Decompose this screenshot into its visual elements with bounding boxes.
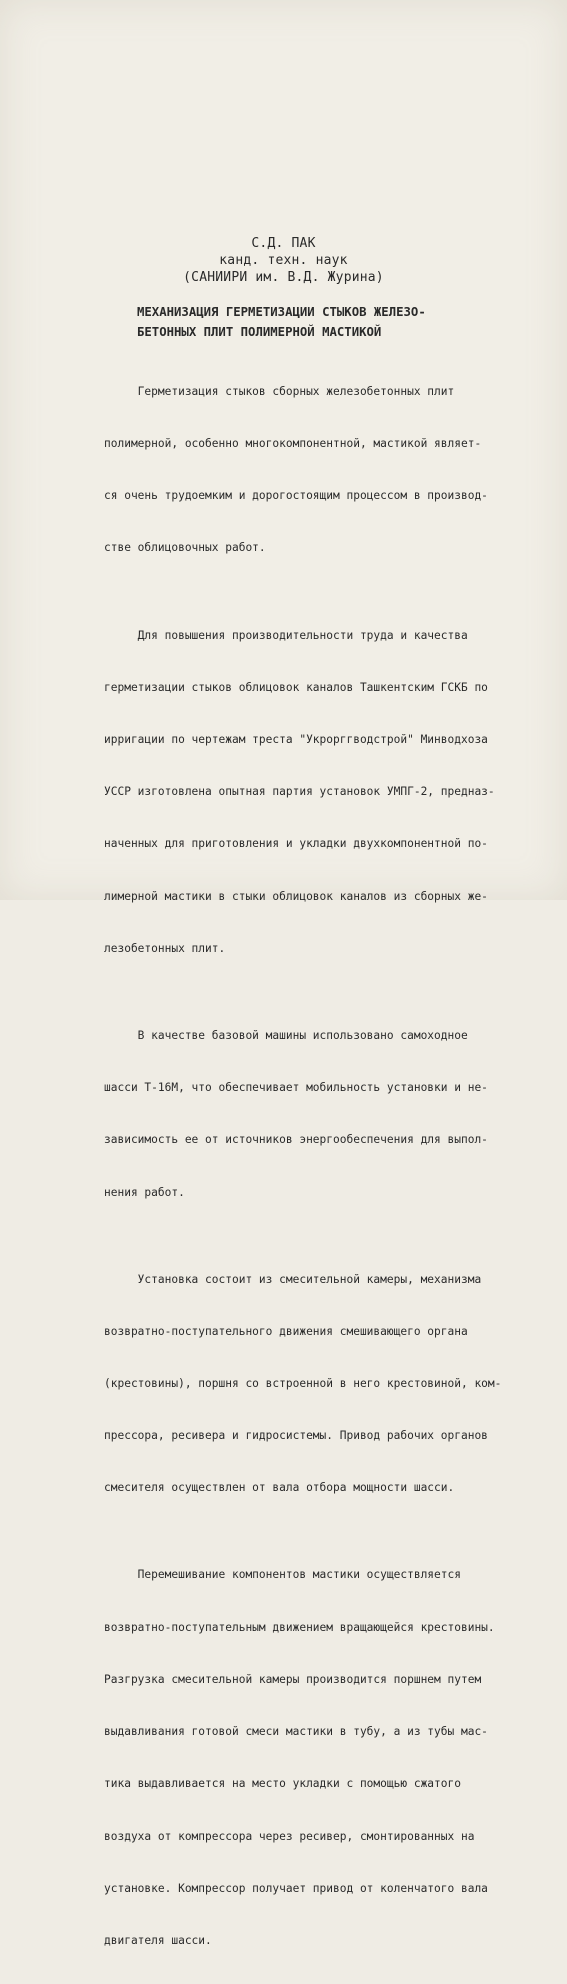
paragraph-4 (104, 1236, 524, 1532)
author-degree: канд. техн. наук (219, 253, 348, 268)
text-line: выдавливания готовой смеси мастики в тубу, а из тубы мас- (104, 1725, 488, 1739)
text-line: герметизации стыков облицовок каналов Ташкентским ГСКБ по (104, 680, 488, 694)
text-line: стве облицовочных работ. (104, 541, 266, 555)
text-line: возвратно-поступательного движения смешивающего органа (104, 1324, 468, 1338)
text-line: лимерной мастики в стыки облицовок каналов из сборных же- (104, 889, 488, 903)
text-line: В качестве базовой машины использовано самоходное (104, 1028, 468, 1042)
text-line: наченных для приготовления и укладки двухкомпонентной по- (104, 837, 488, 851)
text-line: двигателя шасси. (104, 1933, 212, 1947)
text-line: Разгрузка смесительной камеры производится поршнем путем (104, 1672, 482, 1686)
text-line: воздуха от компрессора через ресивер, смонтированных на (104, 1829, 475, 1843)
text-line: Установка состоит из смесительной камеры, механизма (104, 1272, 482, 1286)
title-line-2: БЕТОННЫХ ПЛИТ ПОЛИМЕРНОЙ МАСТИКОЙ (137, 325, 382, 339)
paragraph-1 (104, 348, 524, 592)
author-name: С.Д. ПАК (251, 236, 316, 251)
text-line: зависимость ее от источников энергообеспечения для выпол- (104, 1133, 488, 1147)
text-line: (крестовины), поршня со встроенной в него крестовиной, ком- (104, 1376, 502, 1390)
paragraph-2 (104, 592, 524, 992)
text-line: ирригации по чертежам треста "Укрорггводстрой" Минводхоза (104, 732, 488, 746)
text-line: ся очень трудоемким и дорогостоящим процессом в производ- (104, 489, 488, 503)
text-line: возвратно-поступательным движением вращающейся крестовины. (104, 1620, 495, 1634)
text-line: Перемешивание компонентов мастики осуществляется (104, 1568, 461, 1582)
text-line: шасси Т-16М, что обеспечивает мобильность установки и не- (104, 1081, 488, 1095)
text-line: смесителя осуществлен от вала отбора мощности шасси. (104, 1481, 455, 1495)
text-line: тика выдавливается на место укладки с помощью сжатого (104, 1777, 461, 1791)
text-line: УССР изготовлена опытная партия установок УМПГ-2, предназ- (104, 785, 495, 799)
text-line: нения работ. (104, 1185, 185, 1199)
body-text (104, 348, 524, 1984)
text-line: Герметизация стыков сборных железобетонных плит (104, 384, 455, 398)
paper-title (137, 302, 467, 342)
title-line-1: МЕХАНИЗАЦИЯ ГЕРМЕТИЗАЦИИ СТЫКОВ ЖЕЛЕЗО- (137, 305, 426, 319)
text-line: прессора, ресивера и гидросистемы. Привод рабочих органов (104, 1429, 488, 1443)
text-line: полимерной, особенно многокомпонентной, мастикой являет- (104, 437, 482, 451)
paragraph-5 (104, 1532, 524, 1984)
text-line: установке. Компрессор получает привод от коленчатого вала (104, 1881, 488, 1895)
text-line: Для повышения производительности труда и качества (104, 628, 468, 642)
paragraph-3 (104, 992, 524, 1236)
text-line: лезобетонных плит. (104, 941, 226, 955)
author-affiliation: (САНИИРИ им. В.Д. Журина) (183, 270, 384, 285)
